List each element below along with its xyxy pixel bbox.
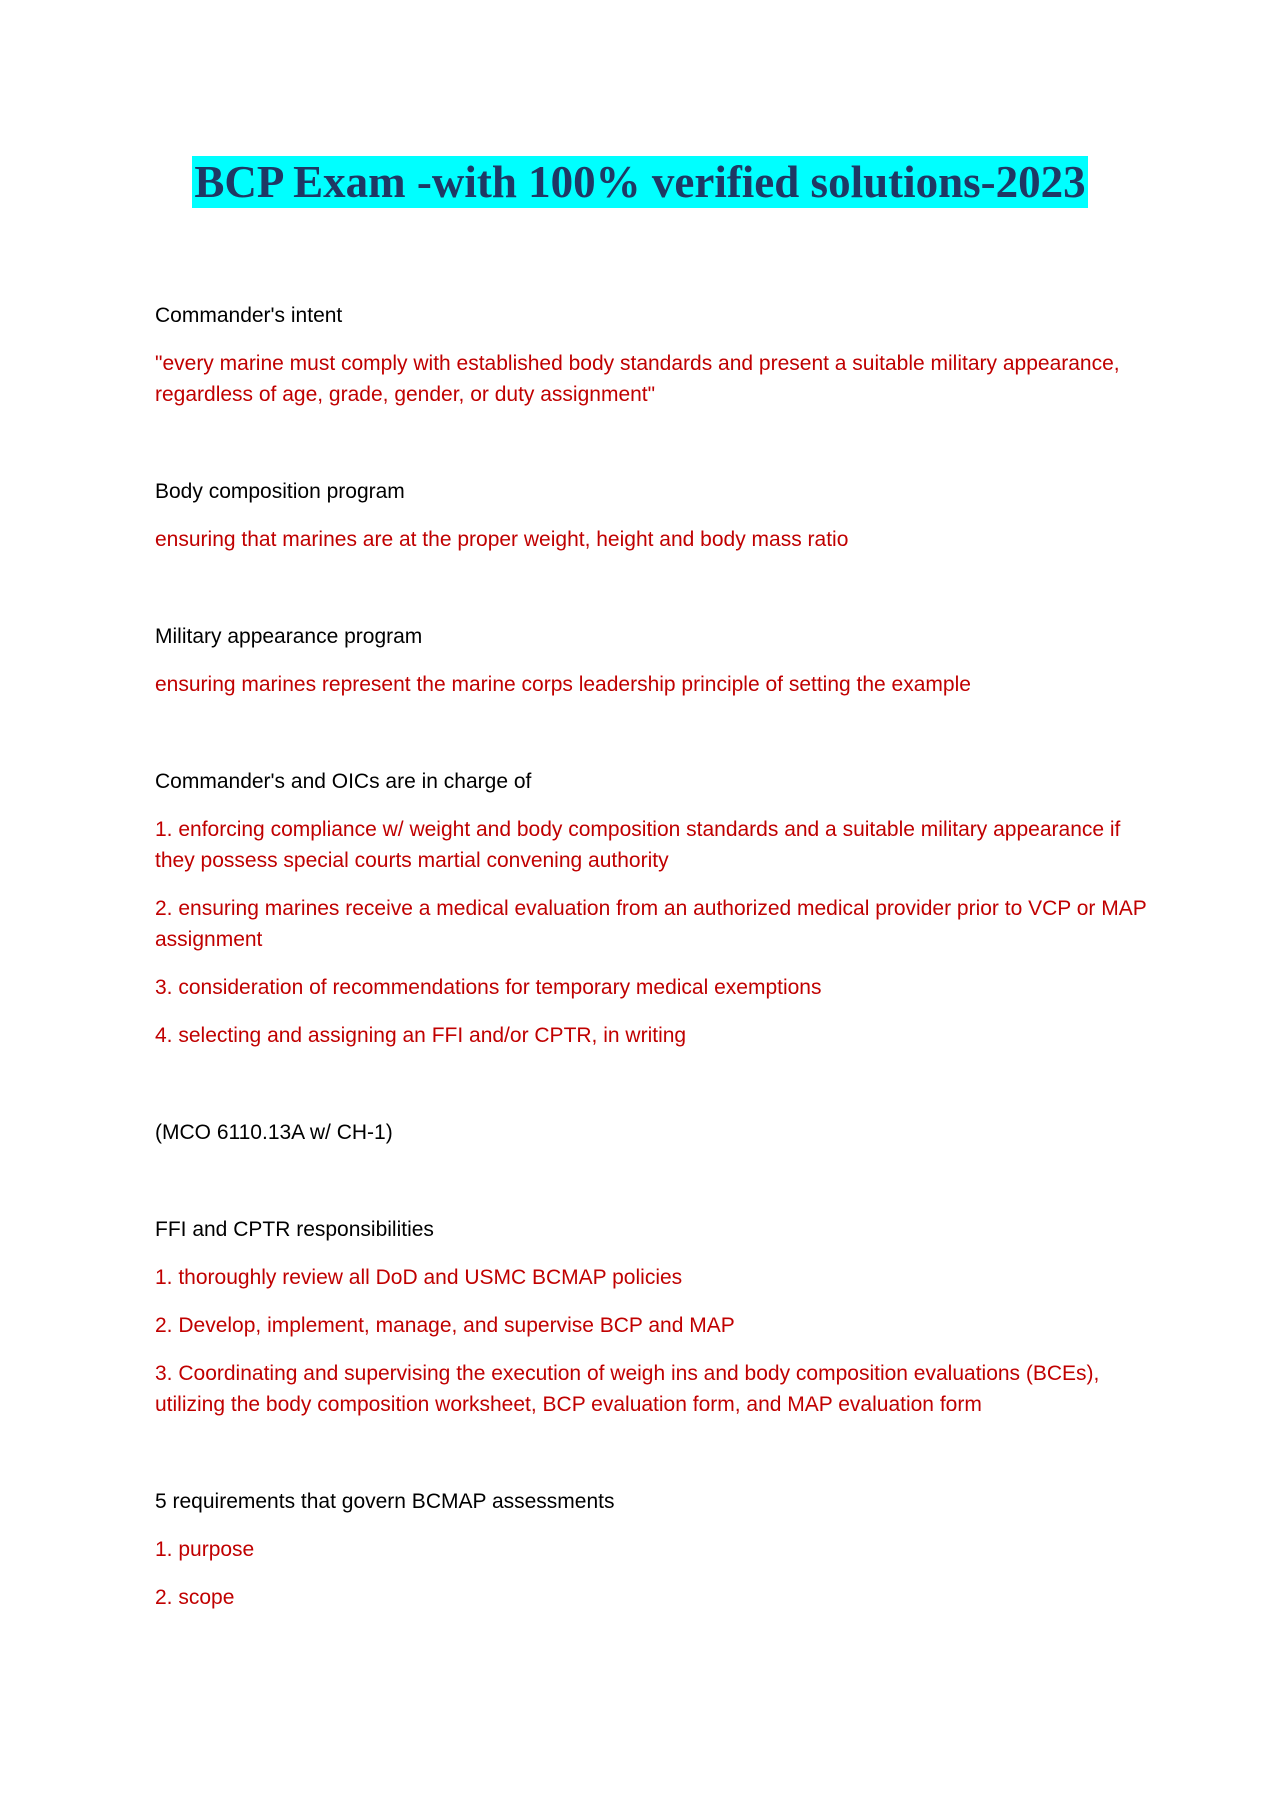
term-military-appearance-program: Military appearance program [155, 625, 423, 648]
term-bcmap-requirements: 5 requirements that govern BCMAP assessments [155, 1490, 615, 1513]
term-commanders-and-oics: Commander's and OICs are in charge of [155, 770, 532, 793]
answer-ffi-cptr-3: 3. Coordinating and supervising the execution of weigh ins and body composition evaluations (BCEs), utilizing the body composition worksheet, BCP evaluation form, and MAP evaluation form [155, 1362, 1100, 1416]
answer-bcmap-requirements-1: 1. purpose [155, 1538, 255, 1561]
answer-commanders-and-oics-4: 4. selecting and assigning an FFI and/or CPTR, in writing [155, 1024, 687, 1047]
title-container [0, 156, 1280, 208]
document-title: BCP Exam -with 100% verified solutions-2023 [194, 157, 1086, 207]
term-body-composition-program: Body composition program [155, 480, 405, 503]
answer-ffi-cptr-1: 1. thoroughly review all DoD and USMC BCMAP policies [155, 1266, 683, 1289]
flashcard-list [155, 300, 1165, 1613]
answer-military-appearance-program: ensuring marines represent the marine corps leadership principle of setting the example [155, 673, 971, 696]
answer-commanders-and-oics-3: 3. consideration of recommendations for temporary medical exemptions [155, 976, 822, 999]
answer-ffi-cptr-2: 2. Develop, implement, manage, and supervise BCP and MAP [155, 1314, 735, 1337]
reference-citation: (MCO 6110.13A w/ CH-1) [155, 1121, 393, 1144]
answer-commanders-intent: "every marine must comply with established body standards and present a suitable military appearance, regardless of age, grade, gender, or duty assignment" [155, 352, 1120, 406]
term-ffi-cptr-responsibilities: FFI and CPTR responsibilities [155, 1218, 434, 1241]
term-commanders-intent: Commander's intent [155, 304, 343, 327]
answer-commanders-and-oics-1: 1. enforcing compliance w/ weight and body composition standards and a suitable military appearance if they possess special courts martial convening authority [155, 818, 1121, 872]
answer-commanders-and-oics-2: 2. ensuring marines receive a medical evaluation from an authorized medical provider prior to VCP or MAP assignment [155, 897, 1147, 951]
answer-bcmap-requirements-2: 2. scope [155, 1586, 235, 1609]
answer-body-composition-program: ensuring that marines are at the proper weight, height and body mass ratio [155, 528, 849, 551]
